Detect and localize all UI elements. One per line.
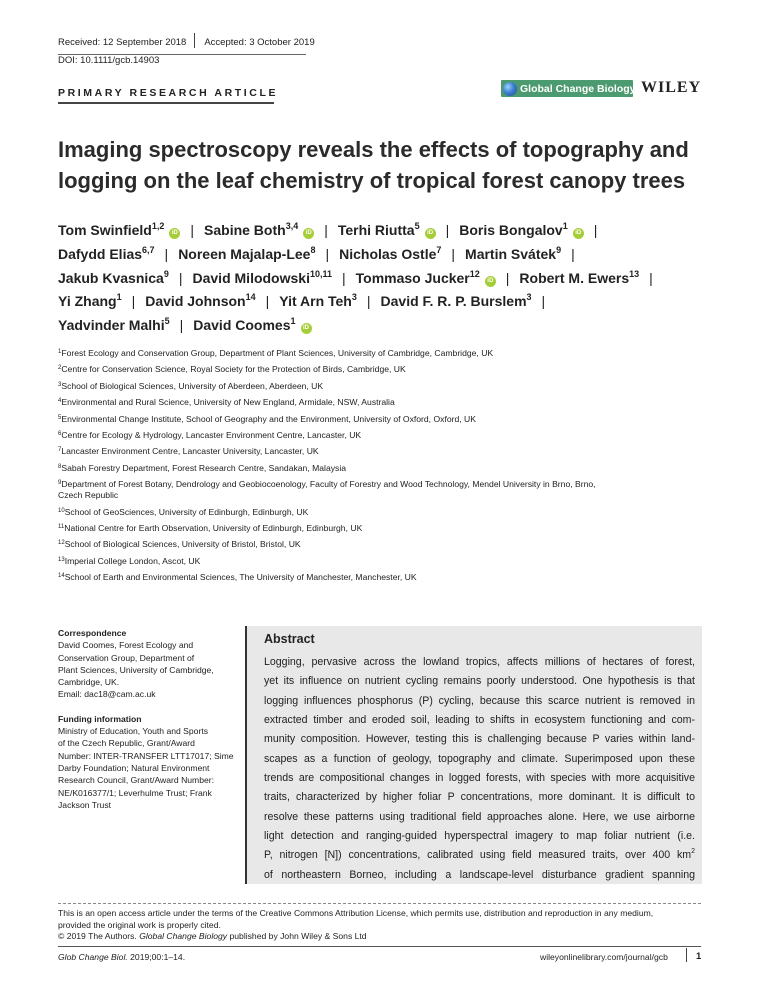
author-separator: |: [445, 222, 450, 238]
affiliation-item: [58, 479, 678, 501]
affiliation-text: Environmental Change Institute, School of Geography and the Environment, University of Oxford, Oxford, UK: [61, 413, 476, 424]
author-affiliation-marker: 3: [351, 292, 357, 303]
affiliation-number: 2: [58, 365, 62, 372]
affiliation-number: 4: [58, 398, 62, 405]
publisher-logo[interactable]: WILEY: [641, 79, 702, 96]
affiliation-number: 9: [58, 480, 62, 487]
copyright-line: [58, 931, 701, 943]
affiliation-item: [58, 348, 678, 359]
abstract-line: [264, 866, 695, 885]
affiliation-item: [58, 381, 678, 392]
orcid-icon[interactable]: iD: [169, 228, 180, 239]
author-affiliation-marker: 3: [526, 292, 532, 303]
article-type-underline: [58, 102, 274, 104]
affiliation-number: 11: [58, 523, 65, 530]
correspondence-label: Correspondence: [58, 628, 127, 638]
abstract-line: [264, 692, 695, 711]
open-access-line-2: provided the original work is properly cited.: [58, 919, 221, 930]
author-separator: |: [178, 269, 183, 286]
author-separator: |: [342, 269, 346, 286]
correspondence-email[interactable]: Email: dac18@cam.ac.uk: [58, 689, 156, 700]
author-affiliation-marker: 13: [629, 268, 640, 279]
affiliation-number: 10: [58, 507, 65, 514]
affiliation-text: Imperial College London, Ascot, UK: [64, 555, 201, 566]
affiliation-text: Lancaster Environment Centre, Lancaster University, Lancaster, UK: [61, 446, 319, 457]
open-access-line-1: This is an open access article under the terms of the Creative Commons Attribution License, which permits use, distribution and reproduction in any medium,: [58, 908, 654, 918]
abstract-line: [264, 769, 695, 788]
title-line-1: Imaging spectroscopy reveals the effects of topography and: [58, 137, 689, 162]
affiliation-list: [58, 348, 678, 588]
author-name[interactable]: Nicholas Ostle: [339, 245, 437, 262]
affiliation-text: Environmental and Rural Science, University of New England, Armidale, NSW, Australia: [61, 397, 395, 408]
author-affiliation-marker: 5: [164, 316, 170, 327]
author-affiliation-marker: 12: [469, 268, 480, 279]
article-dates: [58, 37, 315, 48]
footer-rule: [58, 946, 701, 947]
title-line-2: logging on the leaf chemistry of tropical forest canopy trees: [58, 168, 686, 193]
article-type-label: PRIMARY RESEARCH ARTICLE: [58, 87, 279, 99]
author-name[interactable]: Jakub Kvasnica: [58, 269, 164, 286]
journal-url[interactable]: wileyonlinelibrary.com/journal/gcb: [540, 952, 668, 962]
funding-text: [58, 725, 243, 811]
article-sidebar: [58, 627, 243, 811]
abstract-heading: Abstract: [264, 632, 315, 646]
abstract-line: [264, 672, 695, 691]
author-affiliation-marker: 10,11: [309, 268, 332, 279]
orcid-icon[interactable]: iD: [485, 276, 496, 287]
author-separator: |: [451, 245, 456, 262]
author-separator: |: [541, 293, 546, 310]
author-name[interactable]: Terhi Riutta: [337, 222, 415, 238]
accepted-date: Accepted: 3 October 2019: [204, 37, 315, 49]
abstract-line: [264, 750, 695, 769]
author-name[interactable]: Dafydd Elias: [58, 245, 143, 262]
author-list: [58, 219, 718, 338]
author-affiliation-marker: 3,4: [285, 221, 299, 231]
abstract-line-text: extracted timber and eroded soil, leading to shifts in ecosystem functioning and com-: [264, 714, 695, 727]
author-name[interactable]: Tom Swinfield: [58, 222, 152, 238]
author-separator: |: [265, 293, 270, 310]
abstract-line-text: trends are compositional changes in logged forests, with species with more acquisitive: [264, 772, 695, 785]
author-affiliation-marker: 1: [562, 221, 568, 231]
page-title: [58, 134, 718, 196]
author-name[interactable]: Yadvinder Malhi: [58, 317, 165, 334]
affiliation-text-continued: Czech Republic: [58, 490, 119, 501]
affiliation-number: 5: [58, 414, 62, 421]
globe-icon: [503, 82, 517, 96]
affiliation-text: School of Biological Sciences, University of Bristol, Bristol, UK: [64, 539, 301, 550]
affiliation-item: [58, 463, 678, 474]
affiliation-text: School of Earth and Environmental Sciences, The University of Manchester, Manchester, UK: [64, 572, 417, 583]
author-affiliation-marker: 9: [163, 268, 169, 279]
affiliation-text: School of GeoSciences, University of Edinburgh, Edinburgh, UK: [64, 506, 309, 517]
author-name[interactable]: David F. R. P. Burslem: [380, 293, 527, 310]
funding-label: Funding information: [58, 713, 142, 724]
author-name[interactable]: David Milodowski: [192, 269, 310, 286]
copyright-pre: © 2019 The Authors.: [58, 931, 140, 941]
affiliation-text: Sabah Forestry Department, Forest Research Centre, Sandakan, Malaysia: [61, 462, 347, 473]
journal-logo-text: Global Change Biology: [520, 82, 636, 95]
author-affiliation-marker: 5: [414, 221, 420, 231]
affiliation-number: 7: [58, 447, 62, 454]
citation-journal: Glob Change Biol.: [58, 952, 128, 962]
abstract-line-text: yet its influence on nutrient cycling remains poorly understood. One hypothesis is that: [264, 675, 695, 688]
author-affiliation-marker: 6,7: [142, 244, 155, 255]
author-line: [58, 290, 718, 314]
affiliation-text: Forest Ecology and Conservation Group, Department of Plant Sciences, University of Cambridge, Cambridge, UK: [61, 348, 494, 358]
author-affiliation-marker: 7: [436, 244, 442, 255]
affiliation-number: 13: [58, 556, 65, 563]
author-separator: |: [366, 293, 371, 310]
author-line: [58, 243, 718, 267]
author-separator: |: [179, 317, 184, 334]
citation-details: 2019;00:1–14.: [127, 952, 186, 962]
author-affiliation-marker: 9: [556, 244, 562, 255]
affiliation-text: Centre for Ecology & Hydrology, Lancaster Environment Centre, Lancaster, UK: [61, 429, 362, 440]
author-separator: |: [190, 222, 195, 238]
abstract-line: [264, 788, 695, 807]
abstract-line-text: light detection and ranging-guided hyperspectral imagery to map foliar nutrient (i.e.: [264, 830, 695, 843]
author-separator: |: [649, 269, 653, 286]
author-affiliation-marker: 14: [245, 292, 256, 303]
affiliation-text: Centre for Conservation Science, Royal Society for the Protection of Birds, Cambridge, UK: [61, 364, 406, 375]
correspondence-line: Plant Sciences, University of Cambridge,: [58, 664, 214, 675]
author-line: [58, 314, 718, 338]
affiliation-item: [58, 539, 678, 550]
copyright-post: published by John Wiley & Sons Ltd: [227, 931, 367, 941]
affiliation-number: 6: [58, 430, 62, 437]
author-affiliation-marker: 1: [116, 292, 122, 303]
affiliation-item: [58, 430, 678, 441]
author-line: [58, 267, 718, 291]
author-name[interactable]: Noreen Majalap-Lee: [178, 245, 311, 262]
affiliation-item: [58, 507, 678, 518]
author-separator: |: [325, 245, 330, 262]
citation: [58, 952, 185, 962]
affiliation-number: 1: [58, 349, 62, 355]
author-name[interactable]: Boris Bongalov: [459, 222, 563, 238]
affiliation-text: Department of Forest Botany, Dendrology and Geobiocoenology, Faculty of Forestry and Wood Technology, Mendel University in Brno, Brno,: [61, 479, 596, 490]
author-affiliation-marker: 8: [310, 244, 316, 255]
abstract-line-text: Logging, pervasive across the lowland tropics, affects millions of hectares of forest,: [264, 656, 695, 668]
affiliation-item: [58, 556, 678, 567]
funding-line: Jackson Trust: [58, 799, 112, 810]
author-name[interactable]: Yit Arn Teh: [279, 293, 352, 310]
author-affiliation-marker: 1,2: [151, 221, 165, 231]
affiliation-item: [58, 572, 678, 583]
abstract-text: [264, 653, 695, 885]
abstract-rule: [245, 626, 247, 884]
affiliation-item: [58, 364, 678, 375]
abstract-line-text: resolve these patterns using traditional field approaches alone. Here, we use airborne: [264, 810, 695, 823]
abstract-line: [264, 808, 695, 827]
received-date: Received: 12 September 2018: [58, 37, 187, 49]
funding-line: Number: INTER-TRANSFER LTT17017; Sime: [58, 750, 234, 761]
abstract-line-text: logging influences phosphorus (P) cycling, because this scarce nutrient is removed in: [264, 694, 695, 707]
author-name[interactable]: David Coomes: [193, 317, 291, 334]
author-name[interactable]: Martin Svátek: [465, 245, 557, 262]
funding-line: Darby Foundation; Natural Environment: [58, 762, 210, 773]
abstract-line: [264, 653, 695, 672]
funding-line: NE/K016377/1; Leverhulme Trust; Frank: [58, 787, 212, 798]
funding-line: of the Czech Republic, Grant/Award: [58, 738, 195, 749]
abstract-line-text: P, nitrogen [N]) concentrations, calibrated using field measured traits, over 400 km: [264, 849, 692, 862]
orcid-icon[interactable]: iD: [573, 228, 584, 239]
open-access-notice: [58, 908, 701, 943]
author-separator: |: [324, 222, 328, 238]
doi-link[interactable]: DOI: 10.1111/gcb.14903: [58, 55, 160, 66]
abstract-line: [264, 846, 695, 865]
author-name[interactable]: Yi Zhang: [58, 293, 117, 310]
funding-line: Research Council, Grant/Award Number:: [58, 775, 215, 786]
affiliation-item: [58, 523, 678, 534]
funding-line: Ministry of Education, Youth and Sports: [58, 726, 209, 737]
correspondence-line: Cambridge, UK.: [58, 677, 120, 688]
footer-dashed-rule: [58, 903, 701, 904]
abstract-line-text: scapes as a function of geology, topography and climate. Superimposed upon these: [264, 752, 695, 765]
author-name[interactable]: Robert M. Ewers: [519, 269, 630, 286]
author-separator: |: [131, 293, 136, 310]
affiliation-number: 12: [58, 540, 65, 547]
journal-logo[interactable]: [501, 80, 636, 97]
author-name[interactable]: David Johnson: [145, 293, 246, 310]
affiliation-number: 14: [58, 573, 65, 580]
page-number: 1: [696, 951, 702, 962]
author-separator: |: [505, 269, 510, 286]
abstract-line: [264, 730, 695, 749]
author-affiliation-marker: 1: [290, 316, 296, 327]
author-separator: |: [164, 245, 169, 262]
affiliation-number: 3: [58, 381, 62, 388]
abstract-line-text: traits, characterized by higher foliar P concentrations, more dominant. It is difficult to: [264, 791, 695, 804]
author-name[interactable]: Sabine Both: [204, 222, 286, 238]
correspondence-line: David Coomes, Forest Ecology and: [58, 640, 194, 651]
affiliation-text: National Centre for Earth Observation, University of Edinburgh, Edinburgh, UK: [64, 522, 363, 533]
copyright-journal: Global Change Biology: [139, 931, 228, 941]
affiliation-item: [58, 414, 678, 425]
affiliation-number: 8: [58, 463, 62, 470]
affiliation-item: [58, 397, 678, 408]
correspondence-line: Conservation Group, Department of: [58, 652, 195, 663]
author-line: [58, 219, 718, 243]
author-name[interactable]: Tommaso Jucker: [355, 269, 470, 286]
footer-separator: [686, 948, 687, 962]
author-separator: |: [571, 245, 575, 262]
abstract-line-text: of northeastern Borneo, including a landscape-level disturbance gradient spanning: [264, 868, 695, 881]
abstract-superscript: 2: [691, 848, 695, 856]
author-separator: |: [593, 222, 598, 238]
abstract-line: [264, 827, 695, 846]
abstract-line: [264, 711, 695, 730]
affiliation-item: [58, 446, 678, 457]
correspondence-text: [58, 639, 243, 688]
orcid-icon[interactable]: iD: [301, 323, 312, 334]
affiliation-text: School of Biological Sciences, University of Aberdeen, Aberdeen, UK: [61, 380, 324, 391]
orcid-icon[interactable]: iD: [303, 228, 314, 239]
date-separator: [194, 33, 195, 48]
abstract-line-text: munity composition. However, testing this is challenging because P varies within land-: [264, 733, 695, 746]
orcid-icon[interactable]: iD: [425, 228, 436, 239]
